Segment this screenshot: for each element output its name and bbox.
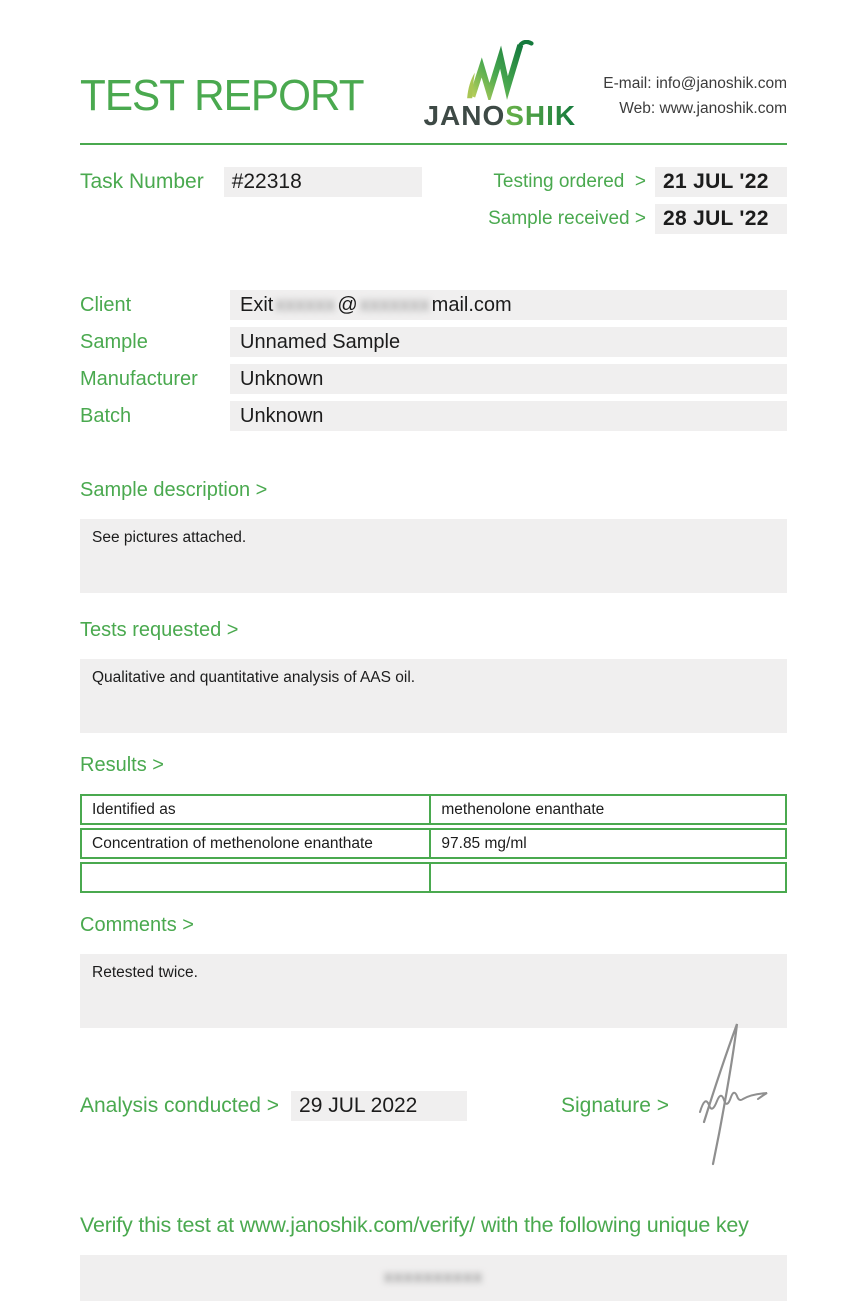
sample-label: Sample bbox=[80, 330, 148, 353]
result-value-cell bbox=[431, 864, 785, 891]
manufacturer-row bbox=[80, 364, 787, 394]
dates-block bbox=[488, 167, 787, 241]
verify-instruction: Verify this test at www.janoshik.com/verify/ with the following unique key bbox=[80, 1213, 749, 1237]
growth-chart-icon bbox=[455, 40, 541, 100]
sample-received-field bbox=[488, 204, 787, 234]
table-row bbox=[80, 862, 787, 893]
manufacturer-value: Unknown bbox=[230, 364, 787, 394]
task-number-label: Task Number bbox=[80, 170, 204, 193]
sample-description-body: See pictures attached. bbox=[80, 519, 787, 593]
result-value-cell: 97.85 mg/ml bbox=[441, 834, 527, 852]
client-value bbox=[230, 290, 787, 320]
sample-received-label: Sample received > bbox=[488, 208, 646, 229]
analysis-conducted-label: Analysis conducted > bbox=[80, 1094, 280, 1117]
client-redacted-segment: xxxxxxx bbox=[359, 293, 430, 316]
logo-text-shik: SHIK bbox=[505, 100, 577, 131]
table-row bbox=[80, 828, 787, 859]
testing-ordered-label: Testing ordered > bbox=[493, 171, 646, 192]
client-prefix: Exit bbox=[240, 293, 274, 316]
task-number-value: #22318 bbox=[224, 167, 422, 197]
table-row bbox=[80, 794, 787, 825]
client-redacted-segment: xxxxxx bbox=[275, 293, 336, 316]
batch-value: Unknown bbox=[230, 401, 787, 431]
analysis-conducted-field bbox=[80, 1091, 467, 1121]
handwritten-signature bbox=[692, 1018, 777, 1166]
tests-requested-body: Qualitative and quantitative analysis of AAS oil. bbox=[80, 659, 787, 733]
result-name-cell: Identified as bbox=[82, 796, 431, 823]
sample-row bbox=[80, 327, 787, 357]
signature-label: Signature > bbox=[561, 1094, 669, 1117]
client-at-sign: @ bbox=[337, 293, 358, 316]
contact-info bbox=[603, 72, 787, 122]
verification-key-box bbox=[80, 1255, 787, 1301]
result-name-cell: Concentration of methenolone enanthate bbox=[82, 830, 431, 857]
contact-web: Web: www.janoshik.com bbox=[619, 99, 787, 117]
batch-label: Batch bbox=[80, 404, 132, 427]
analysis-conducted-value: 29 JUL 2022 bbox=[291, 1091, 467, 1121]
meta-row bbox=[80, 167, 787, 241]
sample-description-heading: Sample description > bbox=[80, 479, 268, 501]
results-heading: Results > bbox=[80, 754, 164, 776]
tests-requested-heading: Tests requested > bbox=[80, 619, 239, 641]
report-header bbox=[80, 0, 787, 130]
janoshik-logo bbox=[423, 40, 577, 131]
batch-row bbox=[80, 401, 787, 431]
result-name-cell bbox=[82, 864, 431, 891]
result-value-cell: methenolone enanthate bbox=[441, 800, 605, 818]
page-title: TEST REPORT bbox=[80, 71, 364, 120]
sample-details bbox=[80, 290, 787, 431]
client-suffix: mail.com bbox=[431, 293, 512, 316]
results-table bbox=[80, 794, 787, 893]
client-label: Client bbox=[80, 293, 132, 316]
contact-email: E-mail: info@janoshik.com bbox=[603, 75, 787, 92]
manufacturer-label: Manufacturer bbox=[80, 367, 198, 390]
logo-wordmark bbox=[423, 100, 577, 131]
logo-text-jano: JANO bbox=[423, 100, 506, 131]
verification-key-redacted: xxxxxxxxxx bbox=[384, 1269, 483, 1286]
sample-received-value: 28 JUL '22 bbox=[655, 204, 787, 234]
client-row bbox=[80, 290, 787, 320]
header-divider bbox=[80, 143, 787, 145]
comments-heading: Comments > bbox=[80, 914, 194, 936]
task-number-field bbox=[80, 167, 422, 197]
sample-value: Unnamed Sample bbox=[230, 327, 787, 357]
comments-body: Retested twice. bbox=[80, 954, 787, 1028]
testing-ordered-field bbox=[488, 167, 787, 197]
testing-ordered-value: 21 JUL '22 bbox=[655, 167, 787, 197]
footer-row bbox=[80, 1091, 787, 1121]
